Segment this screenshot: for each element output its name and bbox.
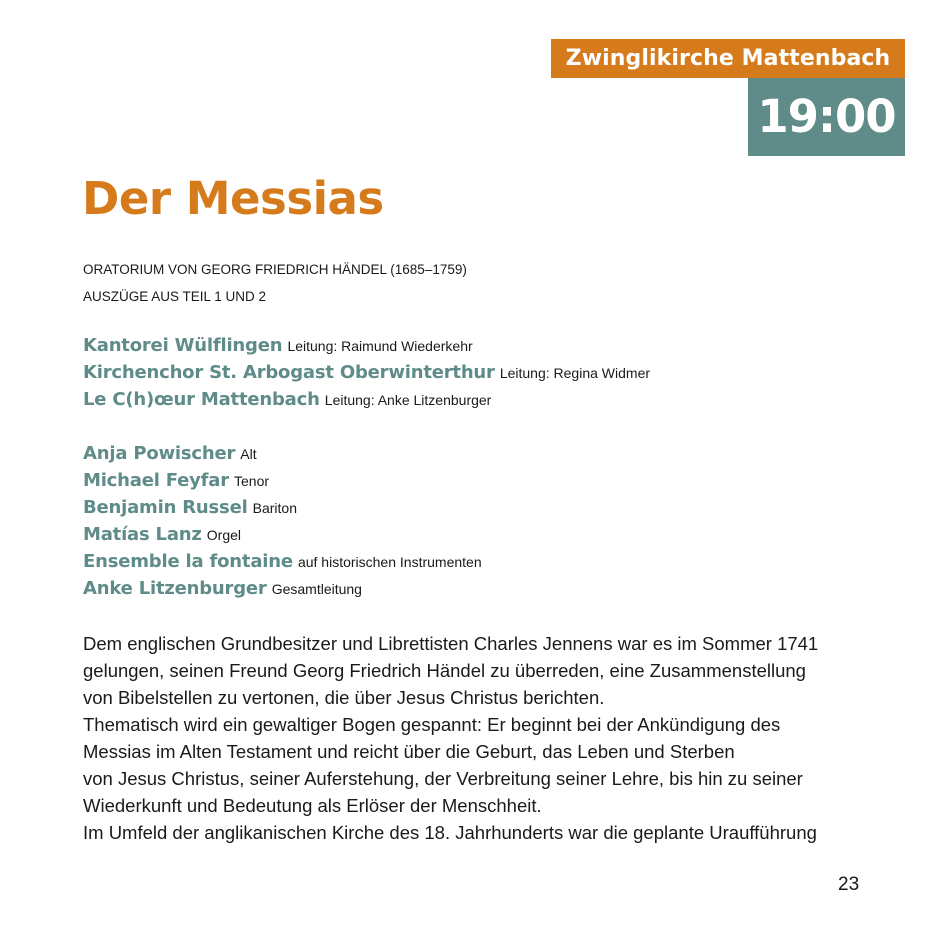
subtitle-excerpts: AUSZÜGE AUS TEIL 1 UND 2: [83, 289, 267, 304]
performer-name: Benjamin Russel: [83, 497, 248, 518]
performer-item: [83, 494, 482, 521]
performer-role: Gesamtleitung: [271, 581, 362, 597]
venue-label: Zwinglikirche Mattenbach: [551, 39, 905, 78]
description-line: von Bibelstellen zu vertonen, die über Jesus Christus berichten.: [83, 687, 605, 708]
description-line: Thematisch wird ein gewaltiger Bogen gespannt: Er beginnt bei der Ankündigung des: [83, 714, 781, 735]
performer-role: Alt: [240, 446, 257, 462]
ensemble-name: Le C(h)œur Mattenbach: [83, 389, 320, 410]
performer-name: Ensemble la fontaine: [83, 551, 293, 572]
description-line: Dem englischen Grundbesitzer und Librettisten Charles Jennens war es im Sommer 1741: [83, 633, 819, 654]
performer-role: auf historischen Instrumenten: [297, 554, 482, 570]
ensemble-item: [83, 386, 650, 413]
performer-name: Anja Powischer: [83, 443, 236, 464]
performer-name: Michael Feyfar: [83, 470, 229, 491]
ensemble-item: [83, 359, 650, 386]
performer-item: [83, 521, 482, 548]
event-time: 19:00: [748, 78, 905, 156]
subtitle-block: [83, 256, 467, 310]
ensemble-leader: Leitung: Anke Litzenburger: [324, 392, 492, 408]
ensemble-name: Kirchenchor St. Arbogast Oberwinterthur: [83, 362, 495, 383]
ensemble-leader: Leitung: Raimund Wiederkehr: [287, 338, 473, 354]
ensemble-list: [83, 332, 650, 413]
performer-role: Bariton: [252, 500, 297, 516]
performer-item: [83, 467, 482, 494]
subtitle-composer: ORATORIUM VON GEORG FRIEDRICH HÄNDEL (1685–1759): [83, 262, 467, 277]
page-title: Der Messias: [82, 172, 384, 225]
performer-name: Anke Litzenburger: [83, 578, 267, 599]
performer-item: [83, 575, 482, 602]
ensemble-item: [83, 332, 650, 359]
description-line: von Jesus Christus, seiner Auferstehung, der Verbreitung seiner Lehre, bis hin zu seiner: [83, 768, 803, 789]
description-line: Messias im Alten Testament und reicht über die Geburt, das Leben und Sterben: [83, 741, 735, 762]
description-line: Wiederkunft und Bedeutung als Erlöser der Menschheit.: [83, 795, 542, 816]
performer-role: Tenor: [234, 473, 270, 489]
performer-list: [83, 440, 482, 602]
ensemble-leader: Leitung: Regina Widmer: [499, 365, 651, 381]
ensemble-name: Kantorei Wülflingen: [83, 335, 283, 356]
performer-item: [83, 548, 482, 575]
page-number: 23: [838, 874, 860, 895]
description-line: gelungen, seinen Freund Georg Friedrich Händel zu überreden, eine Zusammenstellung: [83, 660, 806, 681]
description-line: Im Umfeld der anglikanischen Kirche des 18. Jahrhunderts war die geplante Uraufführung: [83, 822, 817, 843]
performer-role: Orgel: [206, 527, 241, 543]
performer-name: Matías Lanz: [83, 524, 202, 545]
description-text: [83, 630, 883, 846]
performer-item: [83, 440, 482, 467]
